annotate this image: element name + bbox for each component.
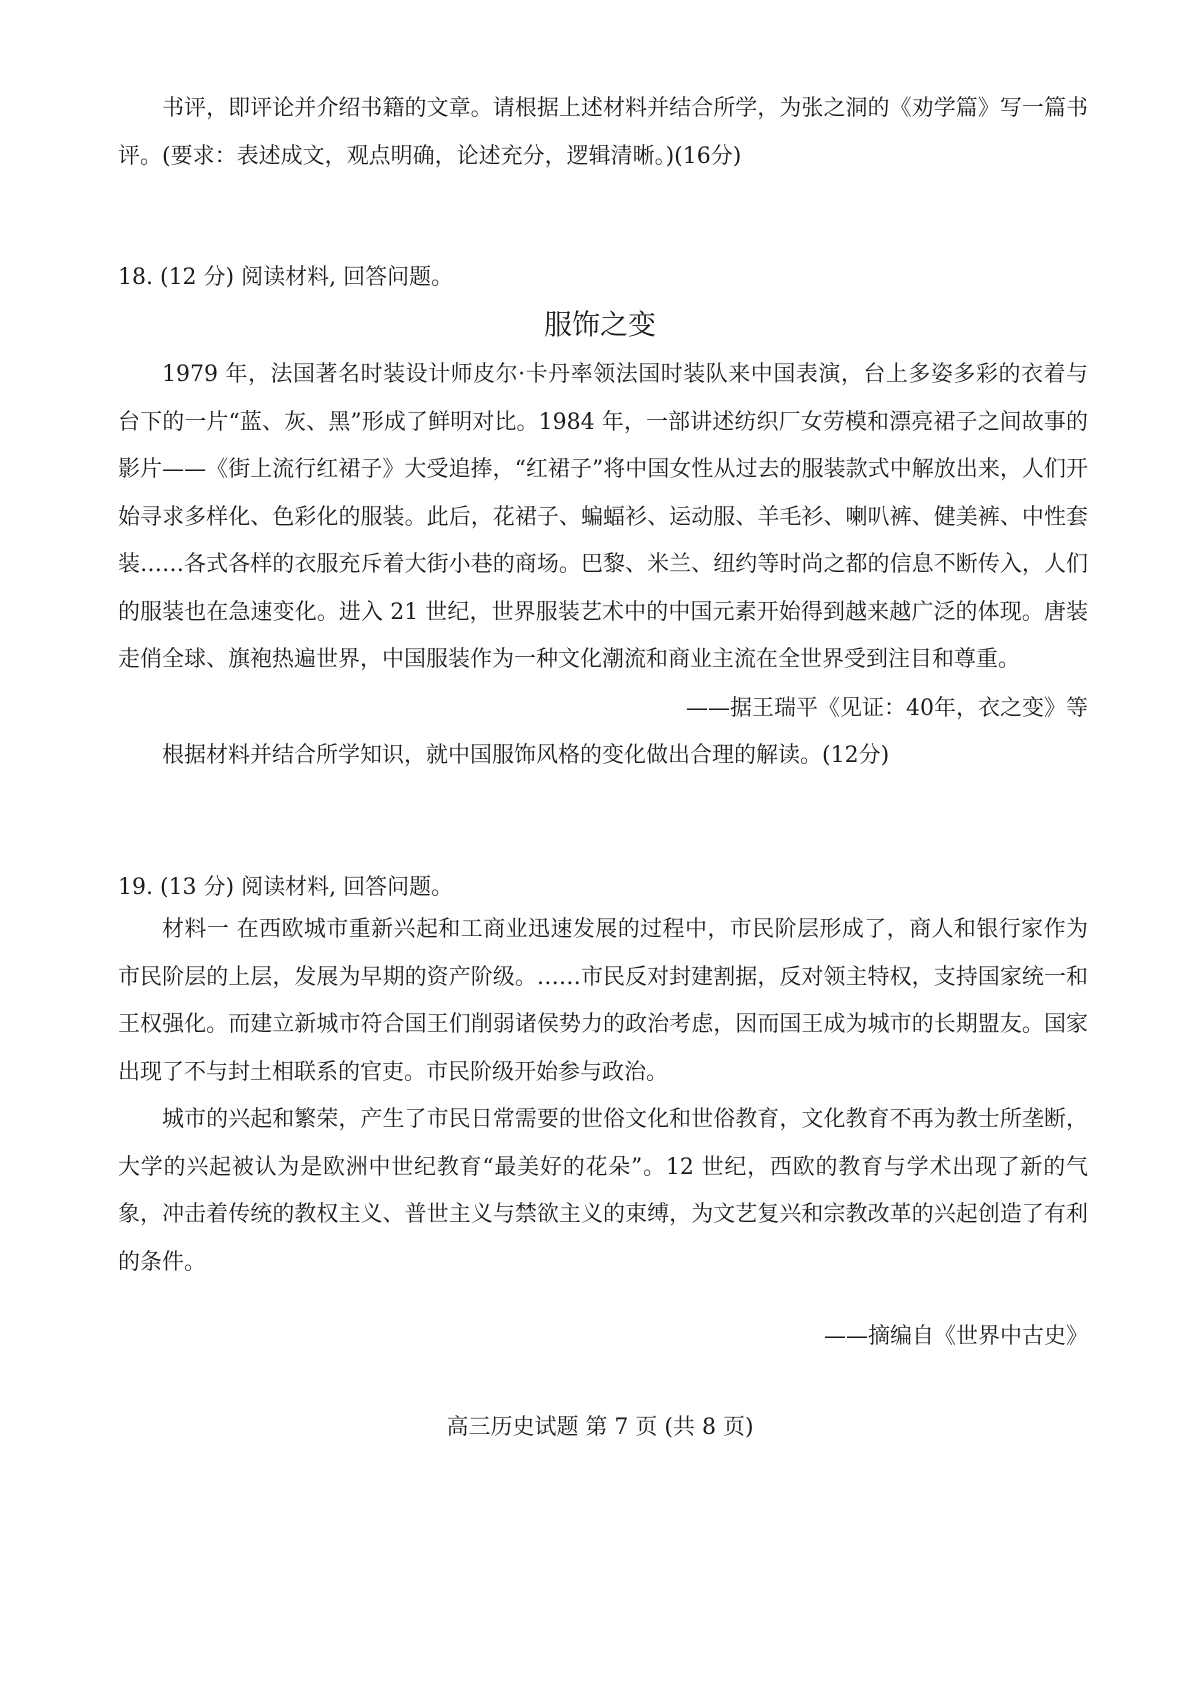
intro-paragraph bbox=[118, 85, 1088, 180]
question-19-paragraph-2: 城市的兴起和繁荣，产生了市民日常需要的世俗文化和世俗教育，文化教育不再为教士所垄断，大学的兴起被认为是欧洲中世纪教育“最美好的花朵”。12 世纪，西欧的教育与学术出现了新的气象，冲击着传统的教权主义、普世主义与禁欲主义的束缚，为文艺复兴和宗教改革的兴起创造了有利的条件。 bbox=[118, 1107, 1088, 1275]
question-18-header: 18. (12 分) 阅读材料, 回答问题。 bbox=[118, 265, 454, 290]
question-19-source: ——摘编自《世界中古史》 bbox=[823, 1324, 1088, 1349]
question-18-prompt bbox=[118, 732, 1088, 780]
intro-text: 书评，即评论并介绍书籍的文章。请根据上述材料并结合所学，为张之洞的《劝学篇》写一篇书评。(要求：表述成文，观点明确，论述充分，逻辑清晰。)(16分) bbox=[118, 96, 1088, 169]
question-19-material bbox=[118, 906, 1088, 1286]
question-18-paragraph: 1979 年，法国著名时装设计师皮尔·卡丹率领法国时装队来中国表演，台上多姿多彩的衣着与台下的一片“蓝、灰、黑”形成了鲜明对比。1984 年，一部讲述纺织厂女劳模和漂亮裙子之间故事的影片——《街上流行红裙子》大受追捧，“红裙子”将中国女性从过去的服装款式中解放出来，人们开始寻求多样化、色彩化的服装。此后，花裙子、蝙蝠衫、运动服、羊毛衫、喇叭裤、健美裤、中性套装……各式各样的衣服充斥着大街小巷的商场。巴黎、米兰、纽约等时尚之都的信息不断传入，人们的服装也在急速变化。进入 21 世纪，世界服装艺术中的中国元素开始得到越来越广泛的体现。唐装走俏全球、旗袍热遍世界，中国服装作为一种文化潮流和商业主流在全世界受到注目和尊重。 bbox=[118, 362, 1088, 672]
question-18-material bbox=[118, 351, 1088, 684]
question-19-paragraph-1: 材料一 在西欧城市重新兴起和工商业迅速发展的过程中，市民阶层形成了，商人和银行家作为市民阶层的上层，发展为早期的资产阶级。……市民反对封建割据，反对领主特权，支持国家统一和王权强化。而建立新城市符合国王们削弱诸侯势力的政治考虑，因而国王成为城市的长期盟友。国家出现了不与封土相联系的官吏。市民阶级开始参与政治。 bbox=[118, 917, 1088, 1085]
page-footer: 高三历史试题 第 7 页 (共 8 页) bbox=[446, 1415, 754, 1440]
question-18-source: ——据王瑞平《见证：40年，衣之变》等 bbox=[686, 696, 1088, 721]
question-18-title: 服饰之变 bbox=[543, 308, 656, 341]
question-18-question: 根据材料并结合所学知识，就中国服饰风格的变化做出合理的解读。(12分) bbox=[162, 743, 890, 768]
question-19-header: 19. (13 分) 阅读材料, 回答问题。 bbox=[118, 875, 454, 900]
